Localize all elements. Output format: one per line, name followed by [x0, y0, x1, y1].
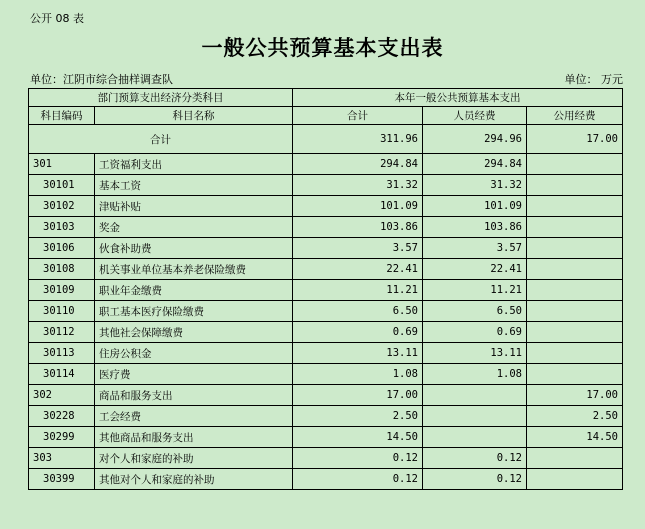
row-name: 医疗费: [95, 364, 293, 385]
row-personnel: 22.41: [423, 259, 527, 280]
row-public: [527, 154, 623, 175]
table-row: [29, 406, 623, 427]
row-code: 30113: [29, 343, 95, 364]
row-total: 17.00: [293, 385, 423, 406]
row-code: 30106: [29, 238, 95, 259]
row-personnel: 1.08: [423, 364, 527, 385]
row-public: [527, 175, 623, 196]
row-personnel: 0.12: [423, 448, 527, 469]
row-total: 101.09: [293, 196, 423, 217]
row-total: 22.41: [293, 259, 423, 280]
header-total: 合计: [293, 107, 423, 125]
row-public: [527, 196, 623, 217]
row-name: 机关事业单位基本养老保险缴费: [95, 259, 293, 280]
currency-unit: 单位： 万元: [564, 73, 623, 86]
row-code: 30102: [29, 196, 95, 217]
total-amount: 311.96: [293, 125, 423, 154]
row-code: 303: [29, 448, 95, 469]
row-personnel: 103.86: [423, 217, 527, 238]
header-code: 科目编码: [29, 107, 95, 125]
row-name: 津贴补贴: [95, 196, 293, 217]
table-row: [29, 175, 623, 196]
table-row: [29, 469, 623, 490]
row-name: 住房公积金: [95, 343, 293, 364]
budget-table: [28, 88, 623, 490]
row-name: 职业年金缴费: [95, 280, 293, 301]
row-total: 1.08: [293, 364, 423, 385]
row-name: 其他商品和服务支出: [95, 427, 293, 448]
row-personnel: 0.69: [423, 322, 527, 343]
table-row: [29, 259, 623, 280]
row-total: 0.12: [293, 469, 423, 490]
row-total: 103.86: [293, 217, 423, 238]
row-personnel: 294.84: [423, 154, 527, 175]
row-code: 30114: [29, 364, 95, 385]
reporting-unit: 单位：江阴市综合抽样调查队: [30, 73, 173, 86]
row-total: 0.12: [293, 448, 423, 469]
table-row: [29, 301, 623, 322]
row-public: [527, 301, 623, 322]
row-name: 工资福利支出: [95, 154, 293, 175]
row-name: 奖金: [95, 217, 293, 238]
row-public: [527, 343, 623, 364]
document-code: 公开 08 表: [30, 12, 84, 25]
row-total: 13.11: [293, 343, 423, 364]
row-public: [527, 364, 623, 385]
header-name: 科目名称: [95, 107, 293, 125]
row-code: 30109: [29, 280, 95, 301]
table-row: [29, 238, 623, 259]
row-total: 294.84: [293, 154, 423, 175]
row-total: 11.21: [293, 280, 423, 301]
row-code: 30299: [29, 427, 95, 448]
row-personnel: 11.21: [423, 280, 527, 301]
row-name: 对个人和家庭的补助: [95, 448, 293, 469]
row-public: [527, 322, 623, 343]
row-name: 职工基本医疗保险缴费: [95, 301, 293, 322]
row-personnel: 6.50: [423, 301, 527, 322]
row-public: [527, 280, 623, 301]
row-personnel: 31.32: [423, 175, 527, 196]
row-code: 30101: [29, 175, 95, 196]
row-name: 基本工资: [95, 175, 293, 196]
row-name: 其他社会保障缴费: [95, 322, 293, 343]
row-total: 2.50: [293, 406, 423, 427]
row-public: 17.00: [527, 385, 623, 406]
table-row: [29, 217, 623, 238]
row-public: [527, 469, 623, 490]
row-code: 30110: [29, 301, 95, 322]
table-row: [29, 154, 623, 175]
row-total: 31.32: [293, 175, 423, 196]
row-name: 伙食补助费: [95, 238, 293, 259]
row-personnel: 101.09: [423, 196, 527, 217]
row-public: [527, 259, 623, 280]
row-public: [527, 448, 623, 469]
table-row: [29, 448, 623, 469]
row-personnel: 3.57: [423, 238, 527, 259]
page-title: 一般公共预算基本支出表: [201, 35, 444, 60]
table-row: [29, 322, 623, 343]
total-personnel: 294.96: [423, 125, 527, 154]
row-personnel: [423, 406, 527, 427]
row-code: 302: [29, 385, 95, 406]
table-row: [29, 196, 623, 217]
table-row: [29, 427, 623, 448]
total-row: [29, 125, 623, 154]
row-personnel: [423, 385, 527, 406]
total-label: 合计: [29, 125, 293, 154]
header-group-right: 本年一般公共预算基本支出: [293, 89, 623, 107]
table-row: [29, 364, 623, 385]
row-name: 其他对个人和家庭的补助: [95, 469, 293, 490]
row-public: 14.50: [527, 427, 623, 448]
row-public: [527, 238, 623, 259]
row-name: 商品和服务支出: [95, 385, 293, 406]
row-total: 3.57: [293, 238, 423, 259]
row-personnel: 0.12: [423, 469, 527, 490]
header-group-left: 部门预算支出经济分类科目: [29, 89, 293, 107]
row-public: 2.50: [527, 406, 623, 427]
row-personnel: 13.11: [423, 343, 527, 364]
row-total: 0.69: [293, 322, 423, 343]
table-row: [29, 280, 623, 301]
row-code: 30228: [29, 406, 95, 427]
row-code: 30399: [29, 469, 95, 490]
row-total: 14.50: [293, 427, 423, 448]
row-total: 6.50: [293, 301, 423, 322]
total-public: 17.00: [527, 125, 623, 154]
row-name: 工会经费: [95, 406, 293, 427]
row-personnel: [423, 427, 527, 448]
header-personnel: 人员经费: [423, 107, 527, 125]
table-row: [29, 385, 623, 406]
table-row: [29, 343, 623, 364]
row-code: 30112: [29, 322, 95, 343]
row-code: 301: [29, 154, 95, 175]
header-public: 公用经费: [527, 107, 623, 125]
row-code: 30108: [29, 259, 95, 280]
row-code: 30103: [29, 217, 95, 238]
row-public: [527, 217, 623, 238]
